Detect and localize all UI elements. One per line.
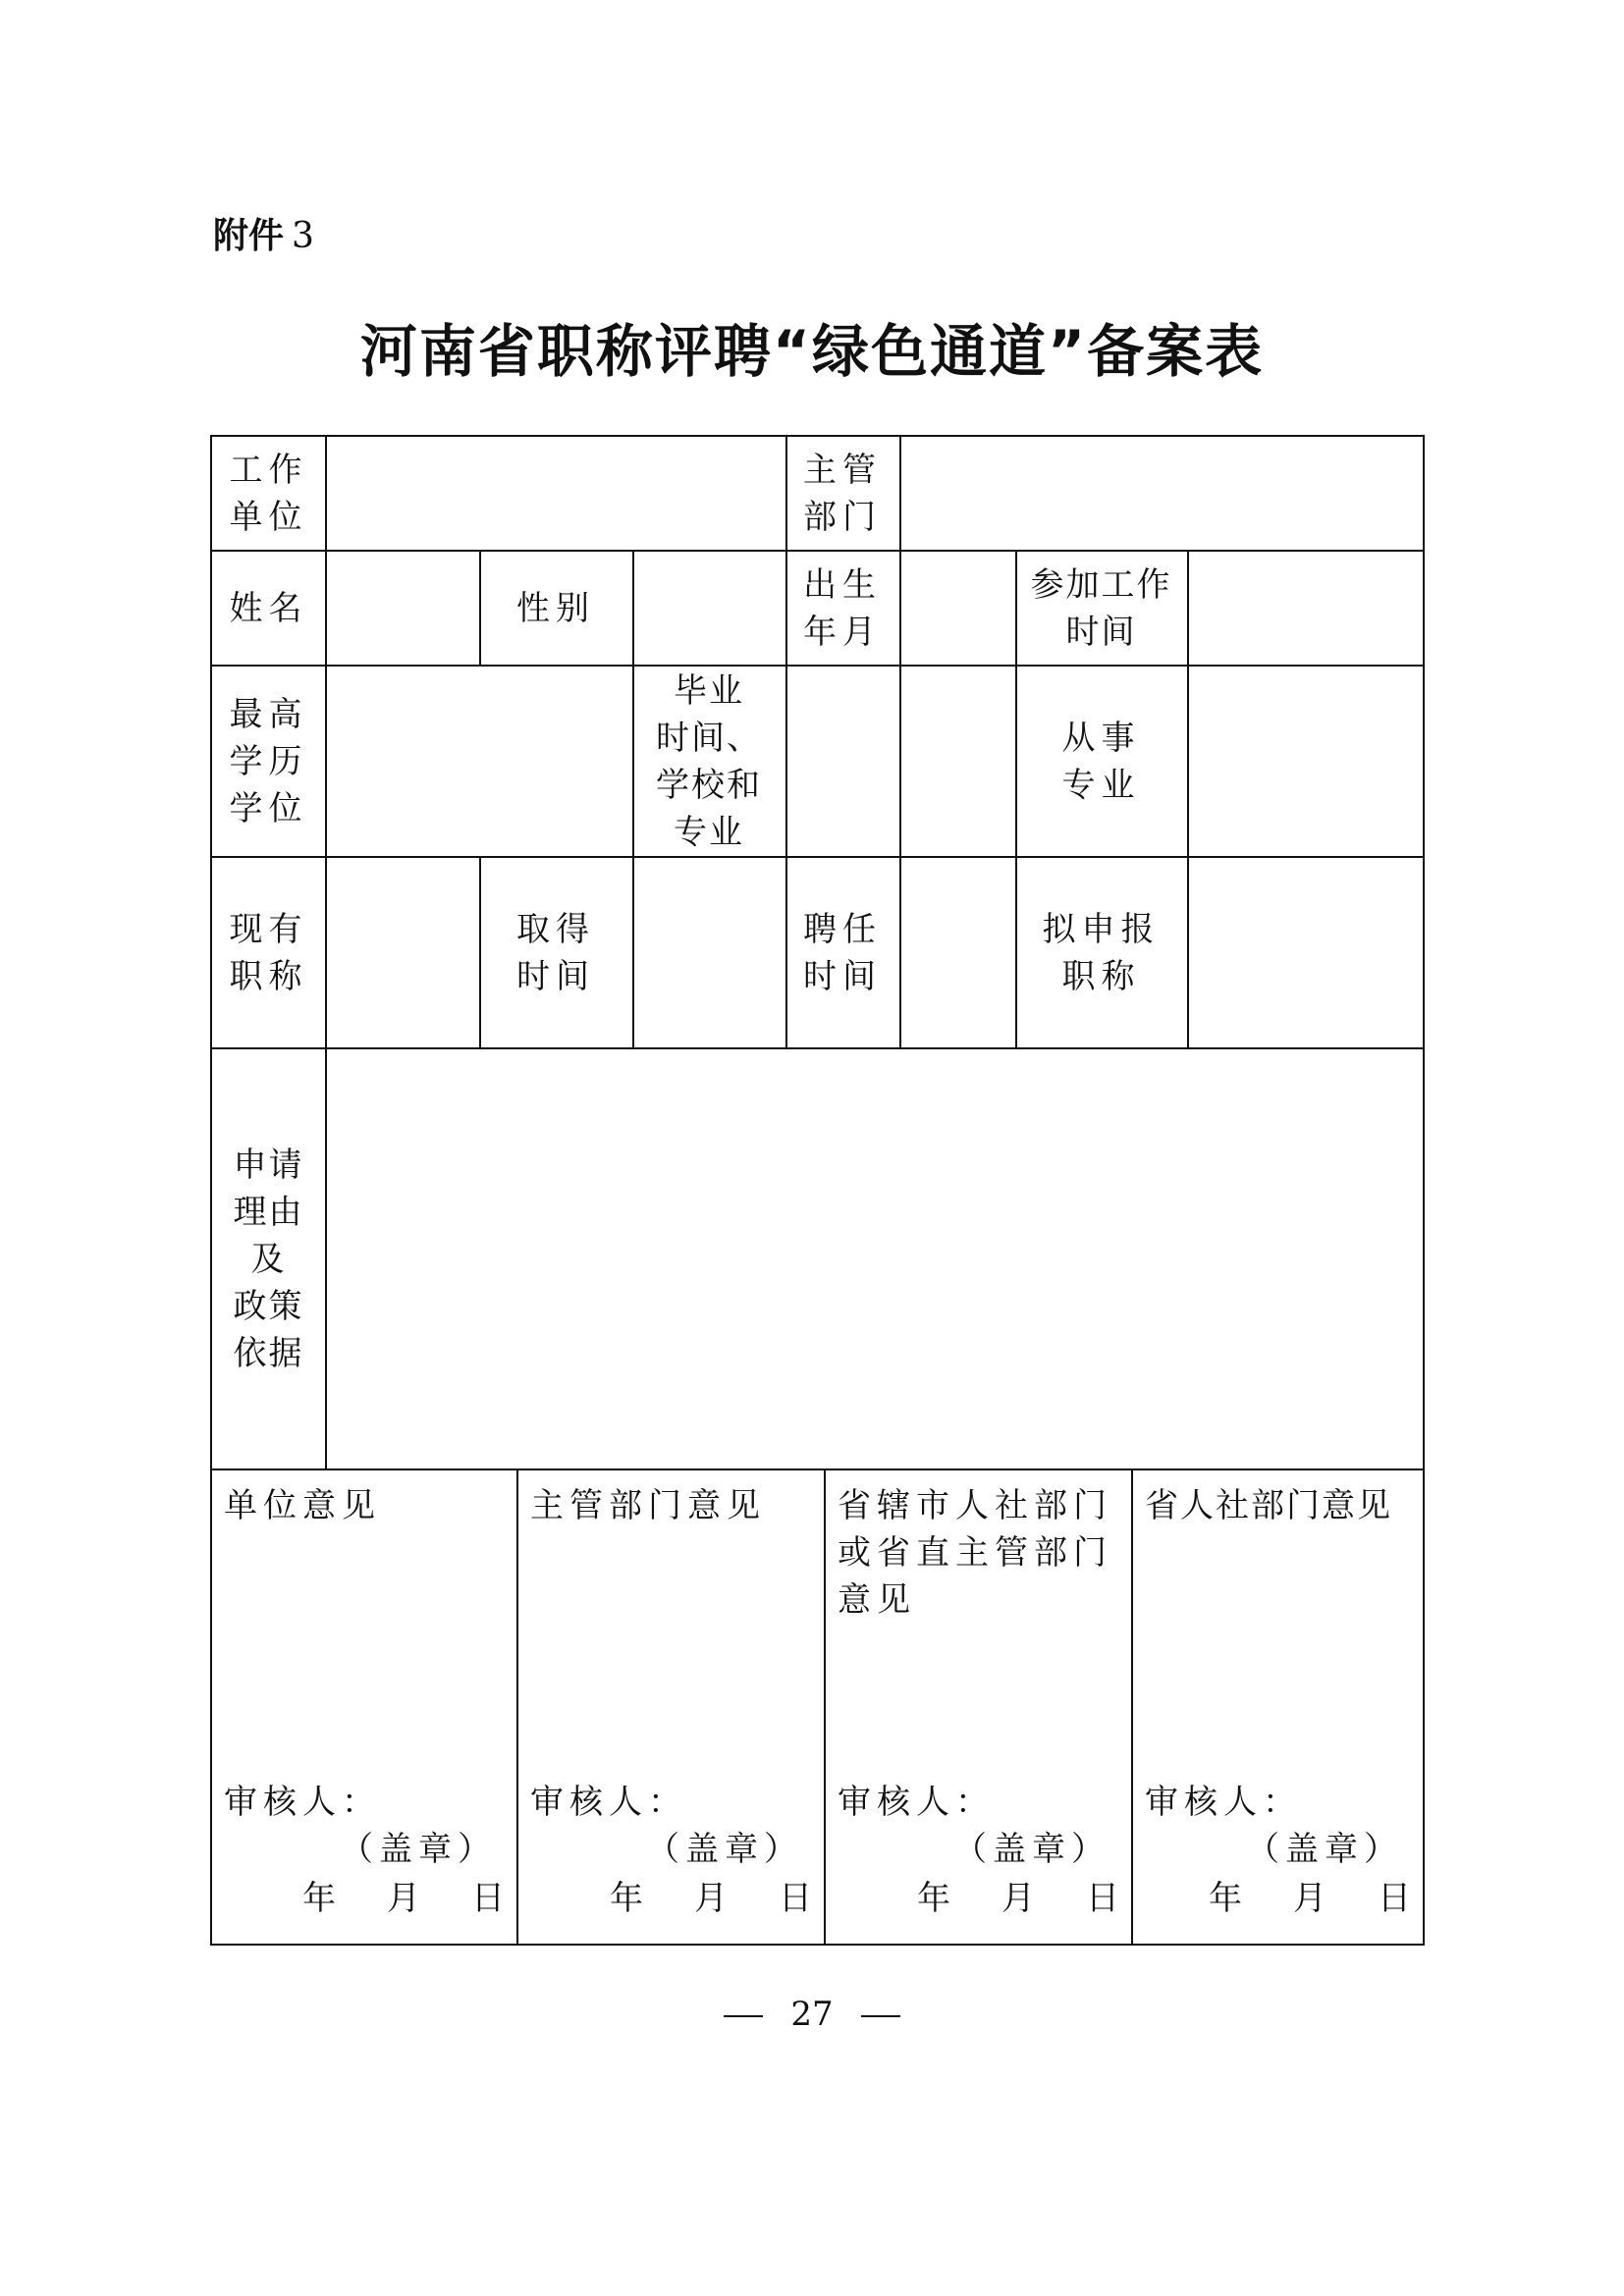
date-day: 日 [471, 1879, 505, 1918]
seal-label: （盖章） [1246, 1830, 1403, 1869]
work-start-field[interactable] [1189, 552, 1423, 665]
graduation-label: 毕业 时间、 学校和 专业 [656, 670, 762, 852]
date-year: 年 [302, 1879, 336, 1918]
seal-label: （盖章） [340, 1830, 497, 1869]
date-year: 年 [610, 1879, 643, 1918]
reviewer-label: 审核人： [838, 1783, 995, 1822]
gender-field[interactable] [634, 552, 785, 665]
opinion-city-hr-dept[interactable] [826, 1470, 1131, 1946]
profession-label: 从事 专业 [1061, 718, 1141, 805]
page-number-value: 27 [790, 1995, 834, 2034]
document-title: 河南省职称评聘“绿色通道”备案表 [359, 318, 1265, 385]
date-day: 日 [779, 1879, 812, 1918]
record-form-table [210, 435, 1425, 1946]
hired-time-label: 聘任 时间 [803, 909, 882, 996]
reviewer-label: 审核人： [530, 1783, 687, 1822]
page-dash-left [724, 2015, 763, 2017]
supervising-dept-label: 主管 部门 [803, 450, 882, 537]
page-dash-right [861, 2015, 900, 2017]
date-day: 日 [1378, 1879, 1411, 1918]
opinion-supervising-dept[interactable] [518, 1470, 824, 1946]
date-month: 月 [694, 1879, 728, 1918]
date-day: 日 [1086, 1879, 1119, 1918]
seal-label: （盖章） [953, 1830, 1110, 1869]
current-title-label: 现有 职称 [229, 909, 308, 996]
opinion-provincial-hr-dept[interactable] [1133, 1470, 1423, 1946]
date-line [917, 1875, 1119, 1922]
date-year: 年 [1209, 1879, 1242, 1918]
applied-title-label: 拟申报 职称 [1042, 909, 1161, 996]
opinion-heading: 省人社部门意见 [1145, 1486, 1392, 1525]
applied-title-field[interactable] [1189, 858, 1423, 1047]
highest-degree-field[interactable] [327, 667, 632, 856]
date-line [610, 1875, 812, 1922]
reviewer-label: 审核人： [224, 1783, 381, 1822]
birth-date-label: 出生 年月 [803, 564, 882, 652]
name-label: 姓名 [229, 588, 308, 628]
opinion-unit[interactable] [212, 1470, 516, 1946]
date-month: 月 [387, 1879, 420, 1918]
gender-label: 性别 [516, 588, 595, 628]
obtained-time-field[interactable] [634, 858, 785, 1047]
opinion-heading: 省辖市人社部门 或省直主管部门 意见 [838, 1486, 1112, 1620]
date-month: 月 [1293, 1879, 1326, 1918]
date-month: 月 [1001, 1879, 1035, 1918]
work-start-label: 参加工作 时间 [1030, 564, 1172, 652]
reason-field[interactable] [327, 1049, 1423, 1468]
obtained-time-label: 取得 时间 [516, 909, 595, 996]
date-line [302, 1875, 505, 1922]
birth-date-field[interactable] [901, 552, 1015, 665]
page-number [0, 1991, 1624, 2038]
opinion-heading: 单位意见 [224, 1486, 381, 1525]
work-unit-label: 工作 单位 [229, 450, 308, 537]
profession-field[interactable] [1189, 667, 1423, 856]
work-unit-field[interactable] [327, 437, 785, 550]
hired-time-field[interactable] [901, 858, 1015, 1047]
name-field[interactable] [327, 552, 479, 665]
date-line [1209, 1875, 1411, 1922]
attachment-number: 3 [292, 216, 314, 256]
opinion-heading: 主管部门意见 [530, 1486, 766, 1525]
date-year: 年 [917, 1879, 950, 1918]
graduation-field[interactable] [787, 667, 1015, 856]
attachment-word: 附件 [213, 216, 285, 256]
reviewer-label: 审核人： [1145, 1783, 1302, 1822]
seal-label: （盖章） [646, 1830, 803, 1869]
current-title-field[interactable] [327, 858, 479, 1047]
supervising-dept-field[interactable] [901, 437, 1423, 550]
highest-degree-label: 最高 学历 学位 [229, 694, 308, 828]
reason-label: 申请 理由及 政策 依据 [233, 1145, 304, 1373]
attachment-label [213, 212, 314, 261]
